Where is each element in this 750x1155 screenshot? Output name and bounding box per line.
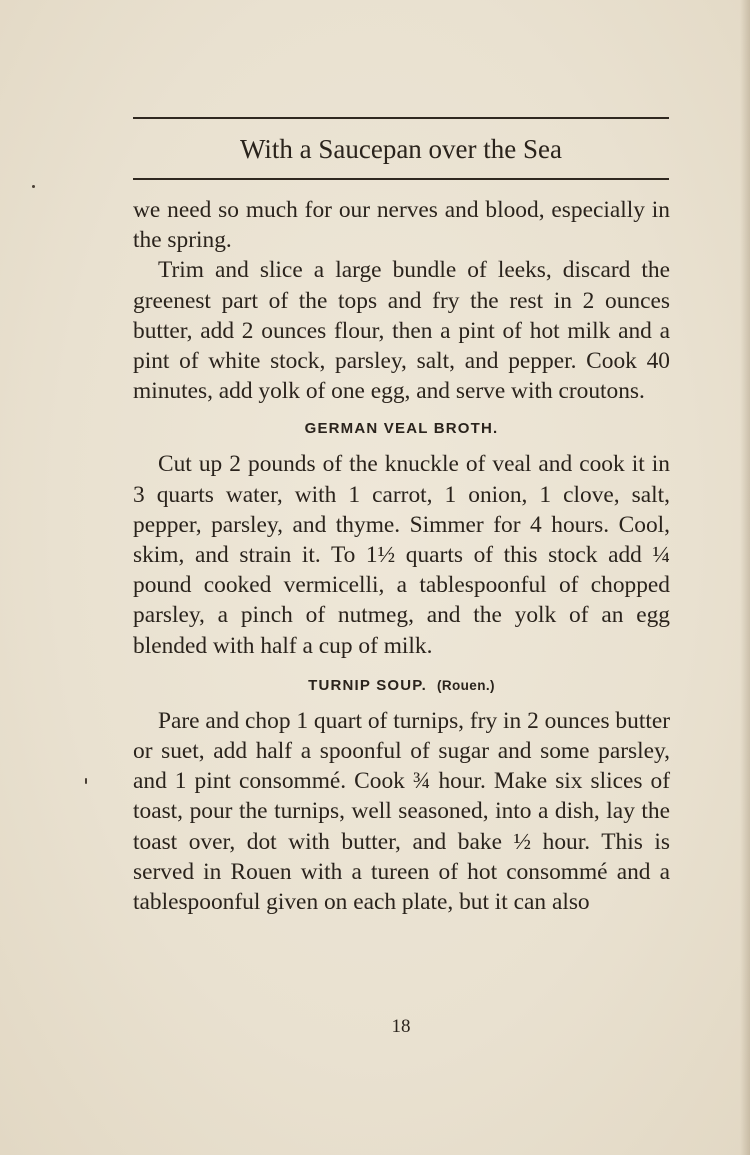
header-rule-top [133, 117, 669, 119]
recipe-heading-title: TURNIP SOUP. [308, 676, 427, 694]
running-head: With a Saucepan over the Sea [239, 134, 563, 164]
recipe-heading-german-veal-broth: GERMAN VEAL BROTH. [304, 420, 499, 438]
page-edge-shadow [740, 0, 750, 1155]
recipe-heading-turnip-soup [133, 675, 670, 697]
paragraph-veal-broth: Cut up 2 pounds of the knuckle of veal and cook it in 3 quarts water, with 1 carrot, 1 onion, 1 clove, salt, pepper, parsley, and thyme. Simmer for 4 hours. Cool, skim, and strain it. To 1½ quarts of this stock add ¼ pound cooked vermicelli, a tablespoonful of chopped parsley, a pinch of nutmeg, and the yolk of an egg blended with half a cup of milk. [133, 451, 670, 659]
paragraph-continuation: we need so much for our nerves and blood, especially in the spring. [133, 197, 670, 254]
header-rule-bottom [133, 178, 669, 180]
paragraph-turnip-soup: Pare and chop 1 quart of turnips, fry in 2 ounces butter or suet, add half a spoonful of sugar and some parsley, and 1 pint consommé. Cook ¾ hour. Make six slices of toast, pour the turnips, well seasoned, into a dish, lay the toast over, dot with butter, and bake ½ hour. This is served in Rouen with a tureen of hot consommé and a tablespoonful given on each plate, but it can also [133, 707, 670, 916]
paper-speck [85, 778, 87, 784]
paper-speck [32, 185, 35, 188]
recipe-heading-origin: (Rouen.) [436, 677, 495, 693]
page-number: 18 [391, 1016, 411, 1037]
body-text [133, 195, 670, 917]
paragraph-leek-soup: Trim and slice a large bundle of leeks, discard the greenest part of the tops and fry the rest in 2 ounces butter, add 2 ounces flour, then a pint of hot milk and a pint of white stock, parsley, salt, and pepper. Cook 40 minutes, add yolk of one egg, and serve with croutons. [133, 257, 670, 405]
